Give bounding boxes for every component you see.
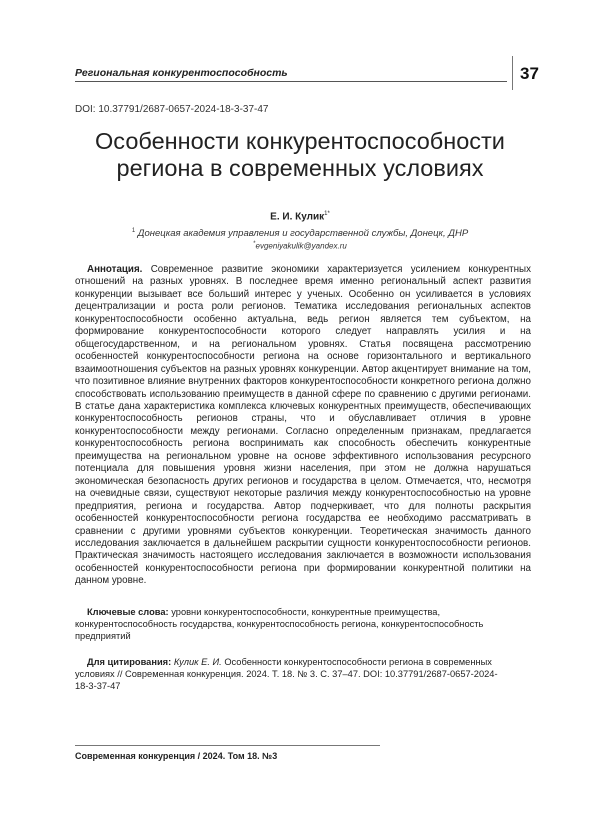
- author: [0, 211, 600, 222]
- citation: [75, 656, 500, 692]
- author-email: [0, 241, 600, 251]
- keywords: [75, 606, 500, 642]
- abstract: [75, 264, 531, 588]
- affiliation: [0, 228, 600, 239]
- article-title-line-2: региона в современных условиях: [116, 155, 484, 181]
- page-number: 37: [520, 64, 539, 83]
- citation-author: Кулик Е. И.: [173, 657, 222, 667]
- author-name: Е. И. Кулик: [270, 211, 325, 223]
- article-title-line-1: Особенности конкурентоспособности: [95, 128, 505, 154]
- citation-text: Особенности конкурентоспособности региона в современных условиях // Современная конкуренция. 2024. Т. 18. № 3. С. 37–47. DOI: 10.37791/2687-0657-2024-18-3-37-47: [75, 657, 498, 691]
- journal-footer: Современная конкуренция / 2024. Том 18. №3: [75, 751, 278, 761]
- email-mark: *: [253, 241, 256, 247]
- doi[interactable]: DOI: 10.37791/2687-0657-2024-18-3-37-47: [75, 104, 269, 115]
- citation-label: Для цитирования:: [87, 657, 172, 667]
- author-marks: 1*: [324, 211, 330, 217]
- abstract-text: Современное развитие экономики характеризуется усилением конкурентных отношений на разных уровнях. В последнее время именно региональный аспект развития конкуренции вызывает все больший интерес у ученых. Особенно он усиливается в условиях децентрализации и роста роли регионов. Тематика исследования региональных аспектов конкурентоспособности особенно актуальна, ведь регион является тем субъектом, на формирование конкурентоспособности которого следует направлять усилия и на общегосударственном, и на региональном уровнях. Статья посвящена рассмотрению особенностей конкурентоспособности региона на основе горизонтального и вертикального взаимоотношения субъектов на разных уровнях конкуренции. Автор акцентирует внимание на том, что позитивное влияние внутренних факторов конкурентоспособности конкретного региона должно способствовать использованию преимуществ в данной сфере по сравнению с другими регионами. В статье дана характеристика комплекса ключевых конкурентных преимуществ, обеспечивающих конкурентоспособность регионов страны, что и обуславливает отличия в уровне конкурентоспособности между регионами. Согласно определенным признакам, предлагается конкурентоспособность региона воспринимать как способность обеспечить конкурентные преимущества на региональном уровне на основе эффективного использования ресурсного потенциала для повышения уровня жизни населения, при этом не должна нарушаться экономическая безопасность других регионов и государства в целом. Отмечается, что, несмотря на очевидные связи, существуют некоторые различия между конкурентоспособностью на уровне предприятия, региона и государства. Автор подчеркивает, что для полноты раскрытия особенностей конкурентоспособности региона государства ее необходимо рассматривать в сравнении с другими уровнями субъектов конкуренции. Теоретическая значимость данного исследования заключается в дальнейшем раскрытии сущности конкурентоспособности регионов. Практическая значимость настоящего исследования заключается в возможности использования особенностей конкурентоспособности региона при формировании конкурентной политики на данном уровне.: [75, 264, 531, 587]
- affiliation-text: Донецкая академия управления и государственной службы, Донецк, ДНР: [137, 228, 469, 240]
- email-address[interactable]: evgeniyakulik@yandex.ru: [255, 241, 347, 251]
- footer-rule: [75, 745, 380, 746]
- abstract-label: Аннотация.: [87, 264, 143, 275]
- article-title: [60, 128, 540, 182]
- keywords-text: уровни конкурентоспособности, конкурентные преимущества, конкурентоспособность государства, конкурентоспособность региона, конкурентоспособность предприятий: [75, 607, 484, 641]
- running-head-title: Региональная конкурентоспособность: [75, 67, 288, 79]
- keywords-label: Ключевые слова:: [87, 607, 169, 617]
- header-rule: [75, 81, 507, 82]
- header-vertical-rule: [512, 56, 513, 90]
- affiliation-mark: 1: [131, 228, 136, 234]
